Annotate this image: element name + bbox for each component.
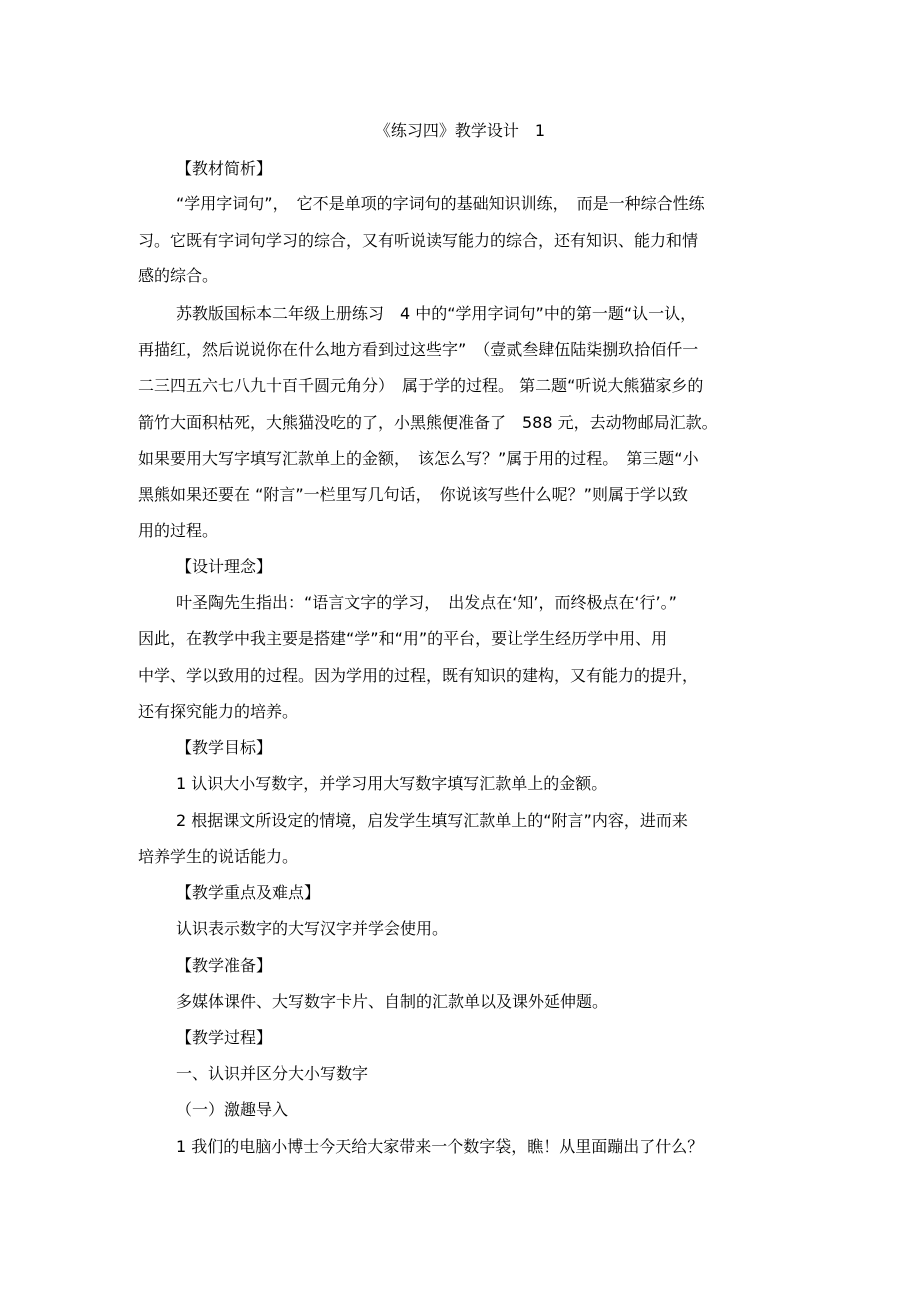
- paragraph-line: 苏教版国标本二年级上册练习 4 中的“学用字词句”中的第一题“认一认，: [176, 304, 697, 323]
- paragraph-line: 叶圣陶先生指出：“语言文字的学习， 出发点在‘知’，而终极点在‘行’。”: [176, 593, 677, 612]
- paragraph-line: 再描红，然后说说你在什么地方看到过这些字” （壹贰叁肆伍陆柒捌玖拾佰仟一: [138, 340, 699, 359]
- paragraph-line: 黑熊如果还要在 “附言”一栏里写几句话， 你说该写些什么呢？”则属于学以致: [138, 485, 688, 504]
- heading-goals: 【教学目标】: [176, 738, 273, 757]
- goal-item: 2 根据课文所设定的情境，启发学生填写汇款单上的“附言”内容，进而来: [176, 811, 688, 830]
- paragraph-line: 还有探究能力的培养。: [138, 702, 299, 721]
- document-title: 《练习四》教学设计 1: [374, 121, 546, 140]
- keypoints-text: 认识表示数字的大写汉字并学会使用。: [176, 919, 449, 938]
- process-substep: （一）激趣导入: [176, 1100, 289, 1119]
- preparation-text: 多媒体课件、大写数字卡片、自制的汇款单以及课外延伸题。: [176, 992, 609, 1011]
- paragraph-line: 箭竹大面积枯死，大熊猫没吃的了，小黑熊便准备了 588 元，去动物邮局汇款。: [138, 413, 718, 432]
- paragraph-line: 中学、学以致用的过程。因为学用的过程，既有知识的建构，又有能力的提升，: [138, 666, 699, 685]
- paragraph-line: 因此，在教学中我主要是搭建“学”和“用”的平台，要让学生经历学中用、用: [138, 629, 668, 648]
- heading-analysis: 【教材简析】: [176, 159, 273, 178]
- paragraph-line: 如果要用大写字填写汇款单上的金额， 该怎么写？”属于用的过程。 第三题“小: [138, 449, 699, 468]
- heading-concept: 【设计理念】: [176, 557, 273, 576]
- goal-item-continued: 培养学生的说话能力。: [138, 847, 299, 866]
- paragraph-line: 二三四五六七八九十百千圆元角分） 属于学的过程。 第二题“听说大熊猫家乡的: [138, 376, 704, 395]
- heading-keypoints: 【教学重点及难点】: [176, 883, 321, 902]
- heading-preparation: 【教学准备】: [176, 956, 273, 975]
- process-step: 一、认识并区分大小写数字: [176, 1064, 369, 1083]
- goal-item: 1 认识大小写数字，并学习用大写数字填写汇款单上的金额。: [176, 774, 608, 793]
- paragraph-line: “学用字词句”， 它不是单项的字词句的基础知识训练， 而是一种综合性练: [176, 194, 705, 213]
- process-item: 1 我们的电脑小博士今天给大家带来一个数字袋，瞧！从里面蹦出了什么？: [176, 1137, 704, 1156]
- paragraph-line: 用的过程。: [138, 521, 219, 540]
- heading-process: 【教学过程】: [176, 1028, 273, 1047]
- paragraph-line: 感的综合。: [138, 266, 219, 285]
- paragraph-line: 习。它既有字词句学习的综合，又有听说读写能力的综合，还有知识、能力和情: [138, 231, 699, 250]
